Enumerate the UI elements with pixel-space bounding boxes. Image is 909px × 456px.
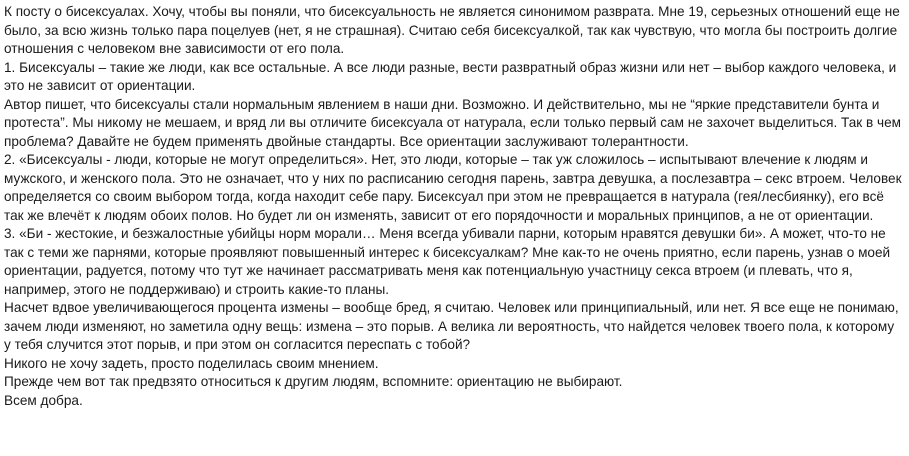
intro-paragraph: К посту о бисексуалах. Хочу, чтобы вы поняли, что бисексуальность не является синонимом разврата. Мне 19, серьезных отношений еще не было, за всю жизнь только пара поцелуев (нет, я не страшная). Считаю себя бисексуалкой, так как чувствую, что могла бы построить долгие отношения с человеком вне зависимости от его пола. — [4, 4, 900, 56]
farewell-line: Всем добра. — [4, 392, 83, 408]
point-3-paragraph: 3. «Би - жестокие, и безжалостные убийцы норм морали… Меня всегда убивали парни, которым нравятся девушки би». А может, что-то не так с теми же парнями, которые проявляют повышенный интерес к бисексуалкам? Мне как-то не очень приятно, если парень, узнав о моей ориентации, радуется, потому что тут же начинает рассматривать меня как потенциальную участницу секса втроем (и плевать, что я, например, этого не поддерживаю) и строить какие-то планы. — [4, 226, 891, 297]
author-response-paragraph: Автор пишет, что бисексуалы стали нормальным явлением в наши дни. Возможно. И действительно, мы не “яркие представители бунта и протеста”. Мы никому не мешаем, и вряд ли вы отличите бисексуала от натурала, если только первый сам не захочет выделиться. Так в чем проблема? Давайте не будем применять двойные стандарты. Все ориентации заслуживают толерантности. — [4, 96, 902, 149]
point-1-paragraph: 1. Бисексуалы – такие же люди, как все остальные. А все люди разные, вести развратный образ жизни или нет – выбор каждого человека, и это не зависит от ориентации. — [4, 59, 897, 93]
point-2-paragraph: 2. «Бисексуалы - люди, которые не могут определиться». Нет, это люди, которые – так уж сложилось – испытывают влечение к людям и мужского, и женского пола. Это не означает, что у них по расписанию сегодня парень, завтра девушка, а послезавтра – секс втроем. Человек определяется со своим выбором тогда, когда находит себе пару. Бисексуал при этом не превращается в натурала (гея/лесбиянку), его всё так же влечёт к людям обоих полов. Но будет ли он изменять, зависит от его порядочности и моральных принципов, а не от ориентации. — [4, 152, 902, 223]
infidelity-paragraph: Насчет вдвое увеличивающегося процента измены – вообще бред, я считаю. Человек или принципиальный, или нет. Я все еще не понимаю, зачем люди изменяют, но заметила одну вещь: измена – это порыв. А велика ли вероятность, что найдется человек твоего пола, к которому у тебя случится этот порыв, и при этом он согласится переспать с тобой? — [4, 300, 899, 352]
no-offense-line: Никого не хочу задеть, просто поделилась своим мнением. — [4, 355, 379, 371]
closing-advice-line: Прежде чем вот так предвзято относиться к другим людям, вспомните: ориентацию не выбирают. — [4, 374, 623, 389]
